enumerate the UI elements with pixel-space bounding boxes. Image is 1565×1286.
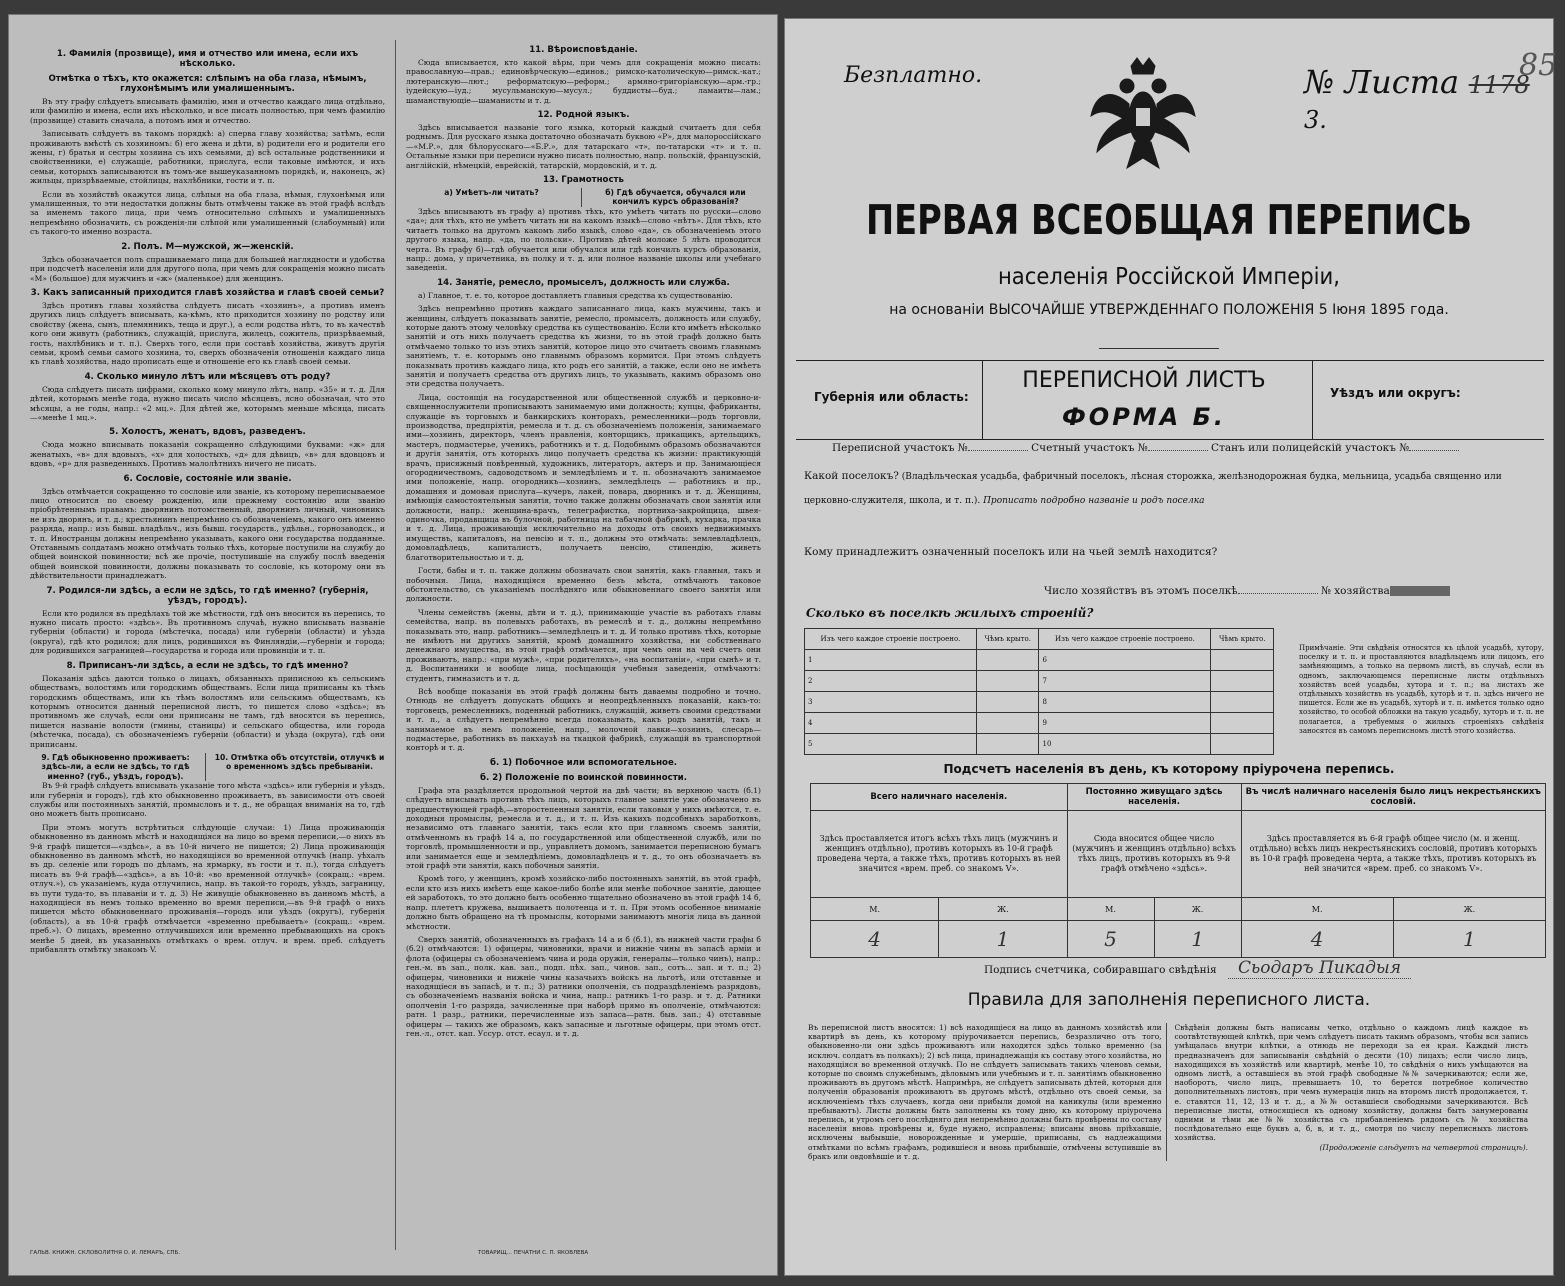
section-heading: 12. Родной языкъ. (537, 110, 630, 121)
population-count-table (810, 783, 1546, 958)
handwritten-signature: Сьодаръ Пикадыя (1228, 958, 1411, 979)
female-label: Ж. (1154, 898, 1241, 921)
section-heading: 7. Родился-ли здѣсь, а если не здѣсь, то гдѣ именно? (губернія, уѣздъ, городъ). (46, 585, 369, 606)
section-paragraph: Всѣ вообще показанія въ этой графѣ должны быть даваемы подробно и точно. Отнюдь не слѣдуетъ допускать общихъ и неопредѣленныхъ показаній, какъ-то: торговецъ, ремесленникъ, поденный работникъ, служащій, живетъ своими средствами и т. п., а слѣдуетъ непремѣнно всегда показывать, какъ родъ занятій, такъ и занимаемое въ немъ положеніе, напр., молочной лавки—хозяинъ, слесарь—подмастерье, работникъ въ пакхаузѣ на ткацкой фабрикѣ, служащій въ транспортной конторѣ и т. д. (406, 686, 761, 753)
section-heading: Отмѣтка о тѣхъ, кто окажется: слѣпымъ на оба глаза, нѣмымъ, глухонѣмымъ или умалишеннымъ. (48, 74, 367, 94)
dwelling-number: 8 (1039, 692, 1211, 713)
roof-cell (1211, 692, 1274, 713)
present-population-desc: Здѣсь проставляется итогъ всѣхъ тѣхъ лицъ (мужчинъ и женщинъ отдѣльно), противъ которыхъ въ 10-й графѣ проведена черта, а также тѣхъ, противъ которыхъ въ ней значится «врем. преб. со знакомъ V». (811, 811, 1068, 898)
section-paragraph: Графа эта раздѣляется продольной чертой на двѣ части; въ верхнюю часть (б.1) слѣдуетъ вписывать противъ тѣхъ лицъ, которыхъ главное занятіе уже обозначено въ предшествующей графѣ,—второстепенныя занятія, если таковыя у нихъ имѣются, т. е. доходныя промыслы, ремесла и т. д., и т. п. Изъ какихъ подсобныхъ заработковъ, независимо отъ главнаго занятія, такъ если кто при главномъ своемъ занятіи, отмѣченномъ въ графѣ 14 а, по государственной или общественной службѣ, или по торговлѣ, промышленности и пр., управляетъ домомъ, занимается переписною бумагъ или занимается еще и земледѣліемъ, домовладѣлецъ и т. д., то онъ обозначаетъ въ этой графѣ эти занятія, какъ побочныя занятія. (406, 785, 761, 871)
male-label: М. (811, 898, 939, 921)
column-divider (395, 40, 396, 1250)
non-peasant-header: Въ числѣ наличнаго населенія было лицъ некрестьянскихъ сословій. (1241, 784, 1545, 811)
dwelling-number: 5 (805, 734, 977, 755)
section-heading: 6. Сословіе, состояніе или званіе. (123, 473, 292, 484)
section-paragraph: Въ 9-й графѣ слѣдуетъ вписывать указаніе того мѣста «здѣсь» или губернія и уѣздъ, или губернія и городъ), гдѣ кто обыкновенно проживаетъ, въ зависимости отъ своей службы или постоянныхъ занятій, промысловъ и т. д., не обращая вниманія на то, гдѣ оно можетъ быть прописано. (30, 781, 385, 819)
section-paragraph: Здѣсь непремѣнно противъ каждаго записаннаго лица, какъ мужчины, такъ и женщины, слѣдуетъ показывать занятіе, ремесло, промыселъ, должность или службу, которые даютъ этому человѣку средства къ существованію. Если кто имѣетъ нѣсколько занятій и отъ нихъ получаетъ средства къ жизни, то въ этой графѣ должно быть отмѣчаемо только то изъ этихъ занятій, которое лицо это считаетъ своимъ главнымъ занятіемъ, т. е. которымъ оно главнымъ образомъ кормится. При этомъ слѣдуетъ показывать противъ каждаго лица, кто родъ его занятій, а также, если оно не имѣетъ занятія и получаетъ средства отъ другихъ лицъ, то указывать, какимъ образомъ оно эти средства получаетъ. (406, 304, 761, 389)
roof-cell (976, 734, 1039, 755)
non-peasant-male-count: 4 (1241, 921, 1393, 958)
dwelling-row (805, 671, 1274, 692)
dwellings-table (804, 628, 1274, 755)
dw-header-roof: Чѣмъ крыто. (976, 629, 1039, 650)
settlement-question: Какой поселокъ? (804, 470, 899, 482)
section-paragraph: Показанія здѣсь даются только о лицахъ, обязанныхъ приписною къ сельскимъ обществамъ, волостямъ или городскимъ обществамъ. Если лица приписаны къ тѣмъ городскимъ обществамъ, или къ тѣмъ волостямъ или сельскимъ обществамъ, къ которымъ относится данный переписной листъ, то пишется слово «здѣсь»; въ противномъ же случаѣ, если они приписаны не тамъ, гдѣ вносятся въ перепись, пишется названіе волости (гмины, станицы) и сельскаго общества, или города (мѣстечка, посада), съ обозначеніемъ губерніи (области) и уѣзда (округа), гдѣ они приписаны. (30, 673, 385, 749)
section-heading: 11. Вѣроисповѣданіе. (529, 45, 638, 55)
dw-header-material: Изъ чего каждое строеніе построено. (805, 629, 977, 650)
female-label: Ж. (1393, 898, 1545, 921)
population-count-title: Подсчетъ населенія въ день, къ которому пріурочена перепись. (943, 762, 1395, 776)
dwelling-number: 4 (805, 713, 977, 734)
free-label: Безплатно. (844, 63, 983, 88)
section-paragraph: Гости, бабы и т. п. также должны обозначать свои занятія, какъ главныя, такъ и побочныя. Лица, находящіяся временно безъ мѣста, отмѣчаютъ таковое обстоятельство, съ указаніемъ послѣдняго или обыкновеннаго своего занятія или должности. (406, 566, 761, 604)
roof-cell (1211, 734, 1274, 755)
settlement-hint-2: Прописать подробно названіе и родъ поселка (983, 496, 1205, 506)
section-paragraph: Записывать слѣдуетъ въ такомъ порядкѣ: а) сперва главу хозяйства; затѣмъ, если проживаютъ вмѣстѣ съ хозяиномъ: б) его жена и дѣти, в) родители его и родители его жены, г) братья и сестры хозяина съ ихъ семьями, д) всѣ остальные родственники и свойственники, е) служащіе, работники, прислуга, если таковые имѣются, и ихъ семьи, которыхъ записываются въ томъ-же вышеуказанномъ порядкѣ, и, наконецъ, ж) жильцы, призрѣваемые, стойлицы, нахлѣбники, гости и т. п. (30, 129, 385, 186)
printer-imprint-right: ТОВАРИЩ... ПЕЧАТНИ С. П. ЯКОВЛЕВА (478, 1250, 589, 1256)
uezd-field-label: Уѣздъ или округъ: (1330, 386, 1461, 400)
sub-heading: б) Гдѣ обучается, обучался или кончилъ курсъ образованія? (605, 188, 746, 207)
household-number-label: № хозяйства (1320, 585, 1390, 597)
rules-title: Правила для заполненія переписного листа. (967, 990, 1371, 1010)
households-label: Число хозяйствъ въ этомъ поселкѣ (1044, 585, 1238, 597)
section-paragraph: Сюда вписывается, кто какой вѣры, при чемъ для сокращенія можно писать: православную—прав.; единовѣрческую—единов.; римско-католическую—римск.-кат.; лютеранскую—лют.; реформатскую—реформ.; армяно-григоріанскую—арм.-гр.; іудейскую—іуд.; мусульманскую—мусул.; буддисты—буд.; ламаиты—лам.; шаманствующіе—шаманисты и т. д. (406, 58, 761, 105)
two-part-heading (30, 753, 385, 781)
legal-basis: на основаніи ВЫСОЧАЙШЕ УТВЕРЖДЕННАГО ПОЛОЖЕНІЯ 5 Іюня 1895 года. (889, 302, 1449, 318)
rules-right-column (1175, 1023, 1529, 1161)
dwelling-number: 3 (805, 692, 977, 713)
instructions-column-2 (406, 40, 761, 1240)
continuation-note: (Продолженіе слѣдуетъ на четвертой страницѣ). (1319, 1142, 1528, 1152)
pencil-corner-mark: 85 (1519, 48, 1558, 83)
roof-cell (976, 650, 1039, 671)
present-population-header: Всего наличнаго населенія. (811, 784, 1068, 811)
form-title: ПЕРВАЯ ВСЕОБЩАЯ ПЕРЕПИСЬ (866, 196, 1472, 244)
district-numbers-row (832, 442, 1532, 454)
printer-imprint-left: ГАЛЬВ. КНИЖН. СКЛОВОЛИТНЯ О. И. ЛЕМАРЪ, СПБ. (30, 1250, 181, 1256)
non-peasant-desc: Здѣсь проставляется въ 6-й графѣ общее число (м. и женщ. отдѣльно) всѣхъ лицъ некрестьянскихъ сословій, противъ которыхъ въ 10-й графѣ проведена черта, а также тѣхъ, противъ которыхъ въ ней значится «врем. преб. со знакомъ V». (1241, 811, 1545, 898)
police-district-label: Станъ или полицейскій участокъ № (1211, 442, 1410, 454)
settlement-row (804, 464, 1544, 513)
section-paragraph: Лица, состоящія на государственной или общественной службѣ и церковно-и-священнослужители прописываютъ занимаемую ими должность; купцы, фабриканты, служащіе въ торговыхъ и банкирскихъ конторахъ, ремесленники—родъ торговли, производства, предпріятія, ремесла и т. д. съ обозначеніемъ положенія, занимаемаго ими—хозяинъ, директоръ, членъ правленія, конторщикъ, прикащикъ, артельщикъ, мастеръ, подмастерье, ученикъ, работникъ и т. д. Подобнымъ образомъ обозначаются и другія занятія, отъ которыхъ лицо получаетъ средства къ жизни: практикующій врачъ, присяжный повѣренный, художникъ, литераторъ, актеръ и пр. Занимающіеся огородничествомъ, садоводствомъ и земледѣліемъ и т. п. обозначаютъ занимаемое ими положеніе, напр. огородникъ—хозяинъ, земледѣлецъ — работникъ и пр., домашняя и домовая прислуга—кучеръ, лакей, повара, дворникъ и т. д. Женщины, имѣющія самостоятельныя занятія, точно также должны обозначать свои занятія или должности, напр.: женщина-врачъ, телеграфистка, портниха-закройщица, швея-одиночка, продавщица въ булочной, работница на табачной фабрикѣ, кухарка, прачка и т. д. Лица, проживающія исключительно на доходы отъ своихъ недвижимыхъ имуществъ, капиталовъ, на пенсію и т. п., должны это отмѣчать: землевладѣлецъ, домовладѣлецъ, капиталистъ, получаетъ пенсію, стипендію, живетъ благотворительностью и т. д. (406, 392, 761, 562)
guberniya-field-label: Губернія или область: (814, 390, 969, 404)
two-part-heading (406, 188, 761, 207)
section-heading: 4. Сколько минуло лѣтъ или мѣсяцевъ отъ роду? (84, 371, 331, 382)
section-heading: 14. Занятіе, ремесло, промыселъ, должность или служба. (437, 277, 730, 288)
sub-heading: а) Умѣетъ-ли читать? (406, 188, 582, 207)
roof-cell (976, 713, 1039, 734)
male-label: М. (1067, 898, 1154, 921)
resident-population-header: Постоянно живущаго здѣсь населенія. (1067, 784, 1241, 811)
resident-female-count: 1 (1154, 921, 1241, 958)
sheet-number (1304, 63, 1554, 136)
rules-right-text: Свѣдѣнія должны быть написаны четко, отдѣльно о каждомъ лицѣ каждое въ соотвѣтствующей клѣткѣ, при чемъ слѣдуетъ писать такимъ образомъ, чтобы вся запись умѣщалась внутри клѣтки, а отнюдь не переходя за ея края. Каждый листъ предназначенъ для записыванія свѣдѣній о десяти (10) лицахъ; если число лицъ, находящихся въ хозяйствѣ или квартирѣ, менѣе 10, то свѣдѣнія о нихъ умѣщаются на одномъ листѣ, а оставшіеся въ этой графѣ свободные №№ зачеркиваются; если же, наоборотъ, число лицъ, превышаетъ 10, то берется потребное количество дополнительныхъ листовъ, при чемъ нумерація лицъ на второмъ листѣ продолжается, т. е. ставятся 11, 12, 13 и т. д., а №№ оставшіеся свободными зачеркиваются. Всѣ переписные листы, относящіеся къ одному хозяйству, должны быть занумерованы одними и тѣми же №№ хозяйства съ прибавленіемъ рядомъ съ № хозяйства послѣдовательно еще буквъ а, б, в, и т. д., смотря по числу переписныхъ листовъ хозяйства. (1174, 1023, 1528, 1143)
section-paragraph: Здѣсь вписывается названіе того языка, который каждый считаетъ для себя роднымъ. Для русскаго языка достаточно обозначать буквою «Р», для малороссійскаго—«М.Р.», для бѣлорусскаго—«Б.Р.», для татарскаго «т», по-татарски «т» и т. п. Остальные языки при переписи нужно писать полностью, напр. польскій, французскій, англійскій, нѣмецкій, еврейскій, татарскій, мордовскій, и т. д. (406, 123, 761, 170)
section-heading: 2. Полъ. М—мужской, ж—женскій. (121, 241, 294, 252)
dw-header-roof: Чѣмъ крыто. (1211, 629, 1274, 650)
female-label: Ж. (939, 898, 1067, 921)
dwelling-number: 9 (1039, 713, 1211, 734)
present-female-count: 1 (939, 921, 1067, 958)
roof-cell (1211, 671, 1274, 692)
form-subtitle: населенія Россійской Имперіи, (997, 264, 1341, 290)
dw-header-material: Изъ чего каждое строеніе построено. (1039, 629, 1211, 650)
double-headed-eagle-emblem-icon (1089, 56, 1197, 178)
section-paragraph: Члены семействъ (жены, дѣти и т. д.), принимающіе участіе въ работахъ главы семейства, напр. въ полевыхъ работахъ, въ ремеслѣ и т. д., должны непремѣнно показывать это, напр. работникъ—земледѣлецъ и т. д. И только противъ тѣхъ, которые не имѣютъ ни другихъ занятій, кромѣ домашняго хозяйства, ни собственнаго денежнаго имущества, въ этой графѣ отмѣчается, при чемъ они на чей счетъ они проживаютъ, напр.: «при мужѣ», «при родителяхъ», «на воспитаніи», «при сынѣ» и т. д. Воспитанники и вообще лица, посѣщающія учебныя заведенія, отмѣчаютъ: студентъ, гимназистъ и т. д. (406, 607, 761, 683)
section-paragraph: Здѣсь обозначается полъ спрашиваемаго лица для большей наглядности и удобства при подсчетѣ населенія или для другого пола, при чемъ для сокращенія можно писать «М» (большое) для мужчинъ и «ж» (маленькое) для женщинъ. (30, 254, 385, 283)
roof-cell (1211, 713, 1274, 734)
dwelling-number: 7 (1039, 671, 1211, 692)
resident-male-count: 5 (1067, 921, 1154, 958)
section-paragraph: Сюда можно вписывать показанія сокращенно слѣдующими буквами: «ж» для женатыхъ, «в» для вдовыхъ, «х» для холостыхъ, «д» для дѣвицъ, «в» для вдовцовъ и вдовъ, «р» для разведенныхъ. Противъ малолѣтнихъ ничего не писать. (30, 440, 385, 469)
sub-heading: 10. Отмѣтка объ отсутствіи, отлучкѣ и о временномъ здѣсь пребываніи. (214, 752, 385, 772)
settlement-hint: (Владѣльческая усадьба, фабричный поселокъ, лѣсная сторожка, желѣзнодорожная будка, мельница, усадьба священно или церковно-служителя, школа, и т. п.). (804, 472, 1502, 506)
dwelling-number: 6 (1039, 650, 1211, 671)
section-heading: 8. Приписанъ-ли здѣсь, а если не здѣсь, то гдѣ именно? (66, 660, 349, 671)
dwellings-question: Сколько въ поселкѣ жилыхъ строеній? (806, 606, 1094, 620)
dwelling-row (805, 713, 1274, 734)
non-peasant-female-count: 1 (1393, 921, 1545, 958)
section-paragraph: Сверхъ занятій, обозначенныхъ въ графахъ 14 а и б (б.1), въ нижней части графы б (б.2) отмѣчаются: 1) офицеры, чиновники, врачи и нижніе чины въ запасѣ арміи и флота (офицеры съ обозначеніемъ чина и рода оружія, генералы—только чинъ), напр.: ген.-м. въ зап., полк. кав. зап., подп. пѣх. зап., чинов. зап., сотъ... зап. и т. п.; 2) офицеры, чиновники и нижніе чины казачьихъ войскъ на льготѣ, или отставные и находящіеся въ запасѣ, и т. п.; 3) ратники ополченія, съ подраздѣленіемъ разрядовъ, съ обозначеніемъ названія войска и чина, напр.: ратникъ 1-го разр. и т. д. Ратники ополченія 1-го разряда, зачисленные при наборѣ прямо въ ополченіе, отмѣчаются: ратн. 1 разр., ратники, перечисленные изъ запаса—ратн. быв. зап.; 4) отставные офицеры — такихъ же образомъ, какъ запасные и льготные офицеры, при этомъ отст. ген.-л., отст. кап. Уссур. отст. есаул. и т. д. (406, 934, 761, 1038)
land-owner-question: Кому принадлежитъ означенный поселокъ или на чьей землѣ находится? (804, 546, 1218, 558)
section-paragraph: При этомъ могутъ встрѣтиться слѣдующіе случаи: 1) Лица проживающія обыкновенно въ данномъ мѣстѣ и находящіяся на лицо во время переписи,—о нихъ въ 9-й графѣ пишется—«здѣсь», а въ 10-й ничего не пишется; 2) Лица проживающія обыкновенно въ данномъ мѣстѣ, но находящіяся во временной отлучкѣ (напр. уѣхалъ въ др. селеніе или городъ по дѣламъ, на ярмарку, въ гости и т. п.), тогда слѣдуетъ писать въ 9-й графѣ—«здѣсь», а въ 10-й: «во временной отлучкѣ» (сокращ.: «врем. отлуч.»), съ указаніемъ, куда отлучились, напр. въ такой-то городъ, уѣздъ, заграницу, въ пути туда-то, въ плаваніи и т. д. 3) Не живущіе обыкновенно въ данномъ мѣстѣ, а находящіеся въ немъ только временно во время переписи,—въ 9-й графѣ о нихъ пишется мѣсто обыкновеннаго проживанія—городъ или уѣздъ (округъ), губернія (область), а въ 10-й графѣ отмѣчается «временно пребываетъ» (сокращ.: «врем. преб.»). О лицахъ, временно отлучившихся или временно пребывающихъ на срокъ менѣе 5 дней, въ указанныхъ отмѣткахъ о врем. отлуч. и врем. преб. слѣдуетъ прибавлять отмѣтку знакомъ V. (30, 822, 385, 955)
dwelling-row (805, 734, 1274, 755)
sheet-number-label: № Листа (1304, 63, 1460, 101)
dwelling-row (805, 650, 1274, 671)
section-paragraph: Если въ хозяйствѣ окажутся лица, слѣпыя на оба глаза, нѣмыя, глухонѣмыя или умалишенныя, то эти недостатки должны быть отмѣчены также въ этой графѣ вслѣдъ за именемъ такого лица, при чемъ относительно слѣпыхъ и умалишенныхъ непремѣнно обозначить, съ рожденія-ли слѣпой или умалишенный (слабоумный) или съ такого-то именно возраста. (30, 189, 385, 237)
instructions-column-1 (30, 44, 385, 1244)
census-sheet-title: ПЕРЕПИСНОЙ ЛИСТЪ (1022, 368, 1266, 393)
roof-cell (976, 671, 1039, 692)
section-paragraph: Если кто родился въ предѣлахъ той же мѣстности, гдѣ онъ вносится въ перепись, то нужно писать просто: «здѣсь». Въ противномъ случаѣ, нужно вписывать названіе губерніи (области) и города (мѣстечка, посада) или губерніи (области) и уѣзда (округа), гдѣ кто родился; для лицъ, родившихся въ Финляндіи,—губерніи и города; для родившихся заграницей—государства и города или провинціи и т. п. (30, 608, 385, 656)
form-b-label: ФОРМА Б. (1061, 403, 1226, 431)
counting-district-label: Счетный участокъ № (1031, 442, 1148, 454)
section-paragraph: Здѣсь противъ главы хозяйства слѣдуетъ писать «хозяинъ», а противъ именъ другихъ лицъ слѣдуетъ вписывать, ка-кѣмъ, кто приходится хозяину по родству или свойству (жена, сынъ, племянникъ, теща и друг.), а если родства нѣтъ, то въ качествѣ кого они живутъ (работникъ, служащій, прислуга, жилецъ, сожитель, призрѣваемый, гость, нахлѣбникъ и т. п.). Сверхъ того, если при составѣ хозяйства, живутъ другія семьи, кромѣ семьи самого хозяина, то, сверхъ обозначенія отношенія каждаго лица къ главѣ хозяйства, надо прописать еще и отношеніе его къ главѣ своей семьи. (30, 300, 385, 367)
sub-heading: 9. Гдѣ обыкновенно проживаетъ: здѣсь-ли, а если не здѣсь, то гдѣ именно? (губ., уѣздъ, городъ). (30, 753, 206, 781)
rules-left-column: Въ переписной листъ вносятся: 1) всѣ находящіеся на лицо въ данномъ хозяйствѣ или квартирѣ въ день, къ которому пріурочивается перепись, безразлично отъ того, обыкновенно-ли они здѣсь проживаютъ или находятся здѣсь только временно (за исключ. солдатъ въ полкахъ); 2) всѣ лица, принадлежащія къ составу этого хозяйства, но находящіяся во временной отлучкѣ. По не слѣдуетъ записывать такихъ членовъ семьи, которые по своимъ служебнымъ, дѣловымъ или учебнымъ и т. п. занятіямъ обыкновенно проживаютъ въ другомъ мѣстѣ. Напримѣръ, не слѣдуетъ записывать дѣтей, которыя для полученія образованія проживаютъ въ другомъ мѣстѣ, отдѣльно отъ своей семьи, за исключеніемъ тѣхъ случаевъ, когда они прибыли домой на каникулы (или временно пребываютъ). Листы должны быть заполнены къ тому дню, къ которому пріурочена перепись, и утромъ сего послѣдняго дня непремѣнно должны быть провѣрены по составу населенія вновь провѣрены и, буде нужно, исправлены; вписаны вновь пріѣхавшіе, исключены выбывшіе, новорожденные и умершіе, приписаны, съ надлежащими отмѣтками по всѣмъ графамъ, родившіеся и вновь прибывшіе, отмѣчены вступившіе въ бракъ или овдовѣвшіе и т. д. (808, 1023, 1167, 1161)
present-male-count: 4 (811, 921, 939, 958)
dwelling-number: 2 (805, 671, 977, 692)
section-heading: 13. Грамотность (543, 175, 624, 186)
male-label: М. (1241, 898, 1393, 921)
section-heading: б. 2) Положеніе по воинской повинности. (480, 772, 687, 783)
section-heading: 3. Какъ записанный приходится главѣ хозяйства и главѣ своей семьи? (30, 287, 385, 298)
resident-population-desc: Сюда вносится общее число (мужчинъ и женщинъ отдѣльно) всѣхъ тѣхъ лицъ, противъ которыхъ въ 9-й графѣ отмѣчено «здѣсь». (1067, 811, 1241, 898)
section-paragraph: Здѣсь вписываютъ въ графу а) противъ тѣхъ, кто умѣетъ читать по русски—слово «да»; для тѣхъ, кто не умѣетъ читать ни на какомъ языкѣ—слово «нѣтъ». Для тѣхъ, кто читаетъ только на другомъ какомъ либо языкѣ, слово «да», съ обозначеніемъ этого другого языка, напр. «да, по польски». Противъ дѣтей моложе 5 лѣтъ проводится черта. Въ графу б)—гдѣ обучается или обучался или гдѣ кончилъ курсъ образованія, напр.: дома, у причетника, въ полку и т. д. или полное названіе школы или учебнаго заведенія. (406, 206, 761, 273)
household-count-row (1044, 585, 1544, 597)
enumerator-signature-row (984, 958, 1411, 978)
section-paragraph: Здѣсь отмѣчается сокращенно то сословіе или званіе, къ которому переписываемое лицо относится по своему рожденію, или прежнему состоянію или званію пріобрѣтеннымъ правамъ: дворянинъ потомственный, дворянинъ личный, чиновникъ не изъ дворянъ, и т. д.; крестьянинъ непремѣнно съ обозначеніемъ, какого онъ именно разряда, напр.: изъ бывш. владѣльч., изъ бывш. государств., удѣльн., горнозаводск., и т. п. Иностранцы должны непремѣнно указывать, какого они государства подданные. Отставнымъ солдатамъ можно отмѣчать только тѣхъ, которые поступили на службу до общей воинской повинности; всѣ же прочіе, поступившіе на службу послѣ введенія общей воинской повинности, должны показывать то сословіе, къ которому они въ дѣйствительности принадлежатъ. (30, 486, 385, 581)
dwelling-number: 10 (1039, 734, 1211, 755)
dwellings-note: Примѣчаніе. Эти свѣдѣнія относятся къ цѣлой усадьбѣ, хутору, поселку и т. п. и проставляются владѣльцемъ или лицомъ, его замѣняющимъ, а только на первомъ листѣ, въ случаѣ, если въ одномъ, заключающемся переписные листы отдѣльныхъ хозяйствъ всей усадьбы, хутора и т. п.; на листахъ же отдѣльныхъ хозяйствъ въ усадьбѣ, хуторѣ и т. п. здѣсь ничего не пишется. Если же въ усадьбѣ, хуторѣ и т. п. имѣется только одно хозяйство, то особой обложки на такую усадьбу, хуторъ и т. п. не полагается, а требуемыя о жилыхъ строеніяхъ свѣдѣнія заносятся въ самомъ переписномъ листѣ этого хозяйства. (1299, 644, 1544, 735)
struck-sheet-number: 1178 (1468, 71, 1530, 99)
rules-body (808, 1023, 1528, 1161)
section-paragraph: а) Главное, т. е. то, которое доставляетъ главныя средства къ существованію. (418, 290, 733, 300)
left-page (8, 14, 778, 1276)
roof-cell (976, 692, 1039, 713)
sheet-number-value: 3. (1304, 106, 1327, 134)
census-form-page (784, 18, 1558, 1276)
section-heading: 1. Фамилія (прозвище), имя и отчество или имена, если ихъ нѣсколько. (56, 49, 359, 69)
section-paragraph: Кромѣ того, у женщинъ, кромѣ хозяйско-либо постоянныхъ занятій, въ этой графѣ, если кто изъ нихъ имѣетъ еще какое-либо болѣе или менѣе побочное занятіе, дающее ей заработокъ, то это должно быть особенно тщательно обозначено въ этой графѣ 14 б, напр. плететъ кружева, вышиваетъ полотенца и т. п. При этомъ особенное вниманіе должно быть обращено на тѣ промыслы, которыми занимаютъ многія лица въ данной мѣстности. (406, 874, 761, 931)
dwelling-number: 1 (805, 650, 977, 671)
title-rule (1099, 348, 1219, 349)
roof-cell (1211, 650, 1274, 671)
section-heading: б. 1) Побочное или вспомогательное. (489, 757, 678, 768)
section-paragraph: Сюда слѣдуетъ писать цифрами, сколько кому минуло лѣтъ, напр. «35» и т. д. Для дѣтей, которымъ менѣе года, нужно писать число мѣсяцевъ, ясно обозначая, что это мѣсяцы, а не годы, напр.: «2 мц.». Для дѣтей же, которымъ меньше мѣсяца, писать—«менѣе 1 мц.». (30, 384, 385, 422)
census-district-label: Переписной участокъ № (832, 442, 968, 454)
section-heading: 5. Холостъ, женатъ, вдовъ, разведенъ. (109, 427, 306, 438)
section-paragraph: Въ эту графу слѣдуетъ вписывать фамилію, имя и отчество каждаго лица отдѣльно, или фамилію и имена, если ихъ нѣсколько, и все писать полностью, при чемъ фамилію (прозвище) ставить сначала, а потомъ имя и отчество. (30, 97, 385, 125)
dwelling-row (805, 692, 1274, 713)
signature-label: Подпись счетчика, собиравшаго свѣдѣнія (984, 964, 1217, 976)
